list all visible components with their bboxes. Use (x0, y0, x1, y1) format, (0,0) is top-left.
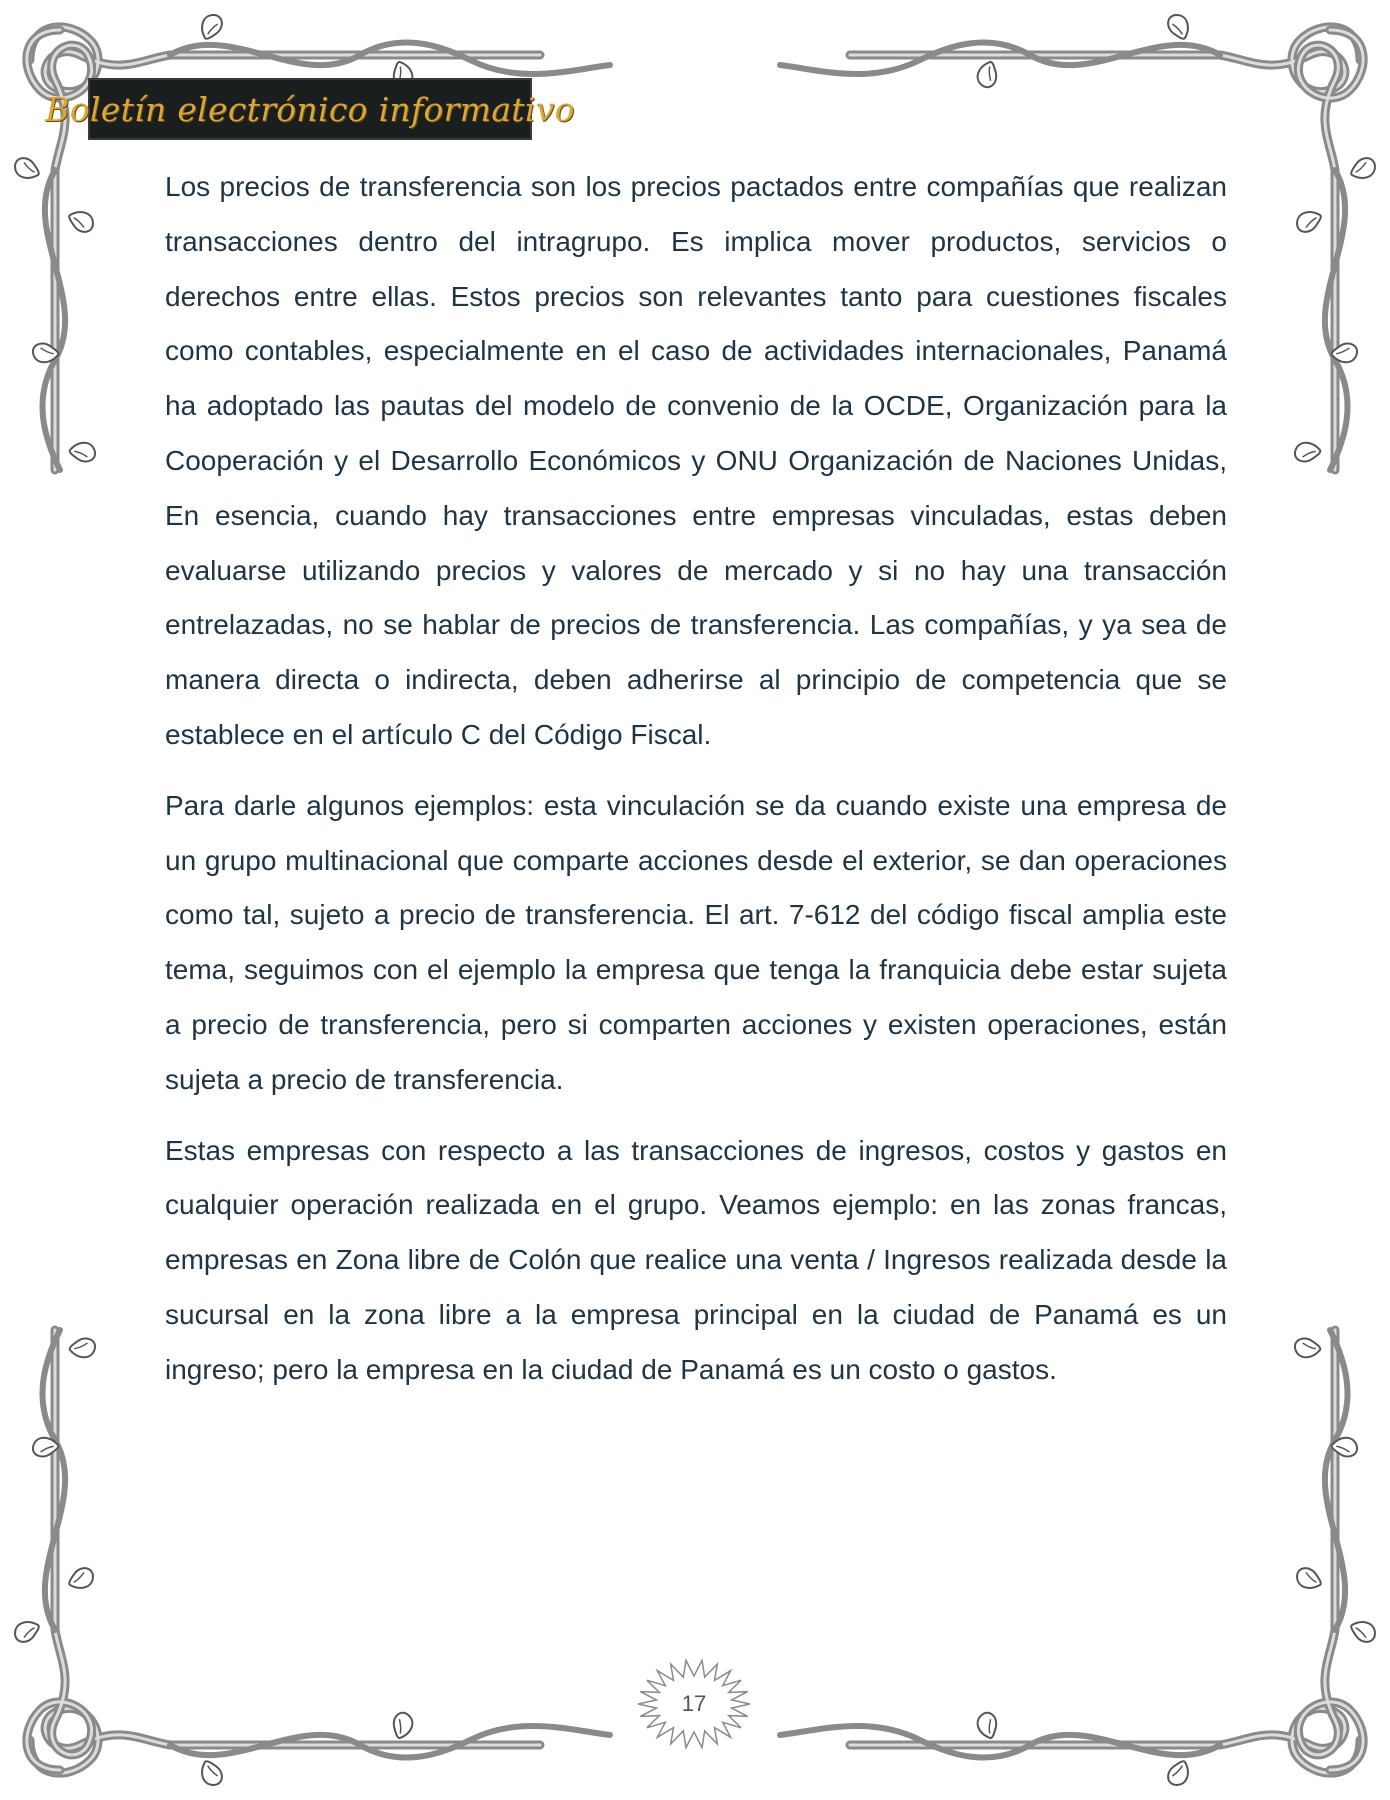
page-number-badge (636, 1658, 752, 1750)
newsletter-title: Boletín electrónico informativo (45, 89, 575, 129)
page-number: 17 (681, 1691, 707, 1716)
article-body (165, 160, 1227, 1414)
paragraph-1: Los precios de transferencia son los precios pactados entre compañías que realizan transacciones dentro del intragrupo. Es implica mover productos, servicios o derechos entre ellas. Estos precios son relevantes tanto para cuestiones fiscales como contables, especialmente en el caso de actividades internacionales, Panamá ha adoptado las pautas del modelo de convenio de la OCDE, Organización para la Cooperación y el Desarrollo Económicos y ONU Organización de Naciones Unidas, En esencia, cuando hay transacciones entre empresas vinculadas, estas deben evaluarse utilizando precios y valores de mercado y si no hay una transacción entrelazadas, no se hablar de precios de transferencia. Las compañías, y ya sea de manera directa o indirecta, deben adherirse al principio de competencia que se establece en el artículo C del Código Fiscal. (165, 171, 1227, 750)
newsletter-banner (45, 78, 575, 140)
paragraph-3: Estas empresas con respecto a las transacciones de ingresos, costos y gastos en cualquier operación realizada en el grupo. Veamos ejemplo: en las zonas francas, empresas en Zona libre de Colón que realice una venta / Ingresos realizada desde la sucursal en la zona libre a la empresa principal en la ciudad de Panamá es un ingreso; pero la empresa en la ciudad de Panamá es un costo o gastos. (165, 1134, 1227, 1385)
paragraph-2: Para darle algunos ejemplos: esta vinculación se da cuando existe una empresa de un grupo multinacional que comparte acciones desde el exterior, se dan operaciones como tal, sujeto a precio de transferencia. El art. 7-612 del código fiscal amplia este tema, seguimos con el ejemplo la empresa que tenga la franquicia debe estar sujeta a precio de transferencia, pero si comparten acciones y existen operaciones, están sujeta a precio de transferencia. (165, 789, 1227, 1095)
